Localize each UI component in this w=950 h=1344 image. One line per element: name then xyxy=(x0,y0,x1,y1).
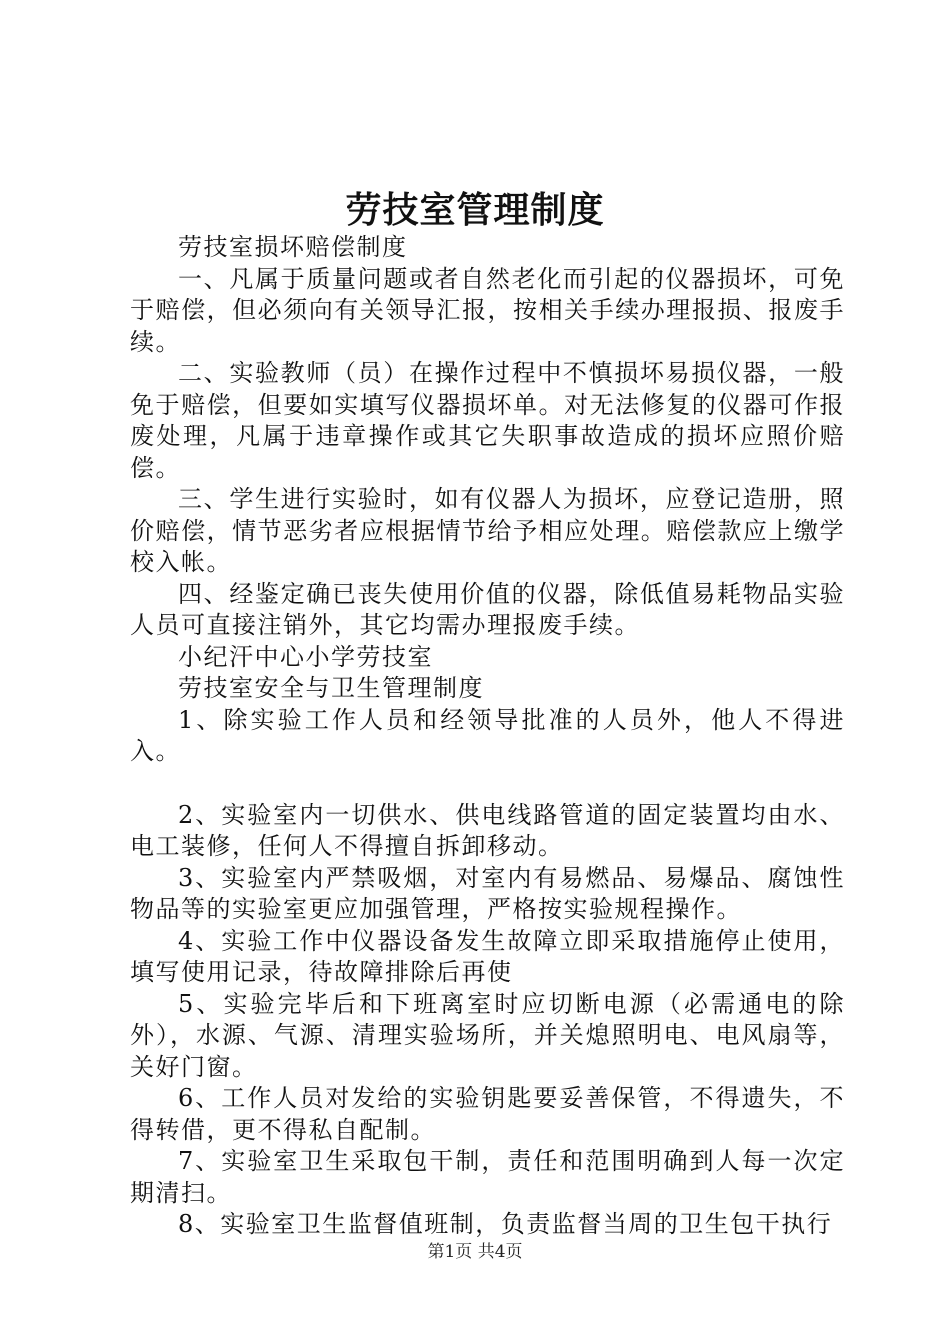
rule-item-6: 6、工作人员对发给的实验钥匙要妥善保管，不得遗失，不得转借，更不得私自配制。 xyxy=(130,1084,845,1144)
rule-item-4: 4、实验工作中仪器设备发生故障立即采取措施停止使用，填写使用记录，待故障排除后再使 xyxy=(130,926,845,986)
rule-item-1: 1、除实验工作人员和经领导批准的人员外，他人不得进入。 xyxy=(130,705,845,765)
signature-school-lab: 小纪汗中心小学劳技室 xyxy=(178,642,433,671)
page-number-footer: 第1页 共4页 xyxy=(427,1242,523,1262)
document-title: 劳技室管理制度 xyxy=(345,189,605,231)
rule-item-5: 5、实验完毕后和下班离室时应切断电源（必需通电的除外），水源、气源、清理实验场所，并关熄照明电、电风扇等，关好门窗。 xyxy=(130,989,845,1081)
paragraph-item-2: 二、实验教师（员）在操作过程中不慎损坏易损仪器，一般免于赔偿，但要如实填写仪器损坏单。对无法修复的仪器可作报废处理，凡属于违章操作或其它失职事故造成的损坏应照价赔偿。 xyxy=(130,359,845,482)
paragraph-item-1: 一、凡属于质量问题或者自然老化而引起的仪器损坏，可免于赔偿，但必须向有关领导汇报，按相关手续办理报损、报废手续。 xyxy=(130,264,845,356)
rule-item-8: 8、实验室卫生监督值班制，负责监督当周的卫生包干执行 xyxy=(178,1210,833,1238)
rule-item-3: 3、实验室内严禁吸烟，对室内有易燃品、易爆品、腐蚀性物品等的实验室更应加强管理，严格按实验规程操作。 xyxy=(130,863,845,923)
section-heading-safety-hygiene: 劳技室安全与卫生管理制度 xyxy=(178,674,484,702)
rule-item-2: 2、实验室内一切供水、供电线路管道的固定装置均由水、电工装修，任何人不得擅自拆卸移动。 xyxy=(130,800,845,860)
document-body xyxy=(130,232,845,1241)
rule-item-7: 7、实验室卫生采取包干制，责任和范围明确到人每一次定期清扫。 xyxy=(130,1147,845,1207)
blank-line xyxy=(130,768,845,800)
paragraph-item-3: 三、学生进行实验时，如有仪器人为损坏，应登记造册，照价赔偿，情节恶劣者应根据情节给予相应处理。赔偿款应上缴学校入帐。 xyxy=(130,485,845,576)
section-heading-damage-compensation: 劳技室损坏赔偿制度 xyxy=(178,233,408,261)
paragraph-item-4: 四、经鉴定确已丧失使用价值的仪器，除低值易耗物品实验人员可直接注销外，其它均需办理报废手续。 xyxy=(130,579,845,639)
